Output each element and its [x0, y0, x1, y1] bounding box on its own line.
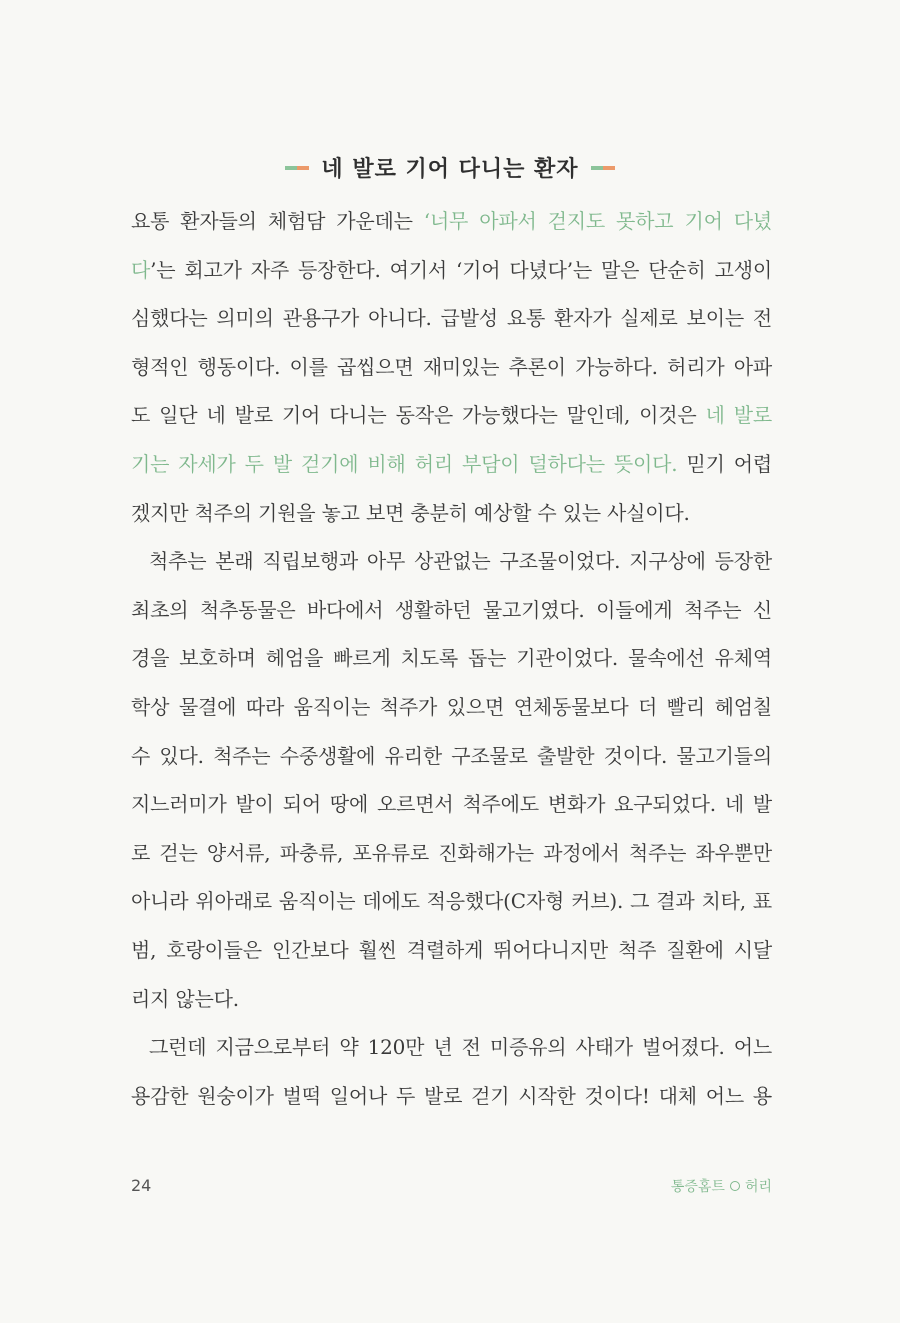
text-line: 척추는 본래 직립보행과 아무 상관없는 구조물이었다. 지구상에 등장한: [149, 549, 772, 574]
text-line: 최초의 척추동물은 바다에서 생활하던 물고기였다. 이들에게 척주는 신: [131, 597, 772, 622]
text-line: 도 일단 네 발로 기어 다니는 동작은 가능했다는 말인데, 이것은 네 발로: [131, 403, 772, 428]
text-line: 기는 자세가 두 발 걷기에 비해 허리 부담이 덜하다는 뜻이다. 믿기 어렵: [131, 451, 772, 476]
heading-right-ornament: [591, 166, 615, 170]
text-line: 리지 않는다.: [131, 986, 239, 1011]
text-line: 수 있다. 척주는 수중생활에 유리한 구조물로 출발한 것이다. 물고기들의: [131, 743, 772, 768]
book-series-label: 통증홈트: [670, 1179, 725, 1195]
text-line: 범, 호랑이들은 인간보다 훨씬 격렬하게 뛰어다니지만 척주 질환에 시달: [131, 937, 772, 962]
page-number: 24: [131, 1176, 152, 1195]
highlighted-text: 네 발로: [705, 403, 772, 428]
text-line: 그런데 지금으로부터 약 120만 년 전 미증유의 사태가 벌어졌다. 어느: [149, 1035, 772, 1060]
text-line: 학상 물결에 따라 움직이는 척주가 있으면 연체동물보다 더 빨리 헤엄칠: [131, 694, 772, 719]
text-line: 요통 환자들의 체험담 가운데는 ‘너무 아파서 걷지도 못하고 기어 다녔: [131, 209, 772, 233]
text-line: 형적인 행동이다. 이를 곱씹으면 재미있는 추론이 가능하다. 허리가 아파: [131, 354, 772, 379]
text-line: 경을 보호하며 헤엄을 빠르게 치도록 돕는 기관이었다. 물속에선 유체역: [131, 646, 772, 671]
text-line: 지느러미가 발이 되어 땅에 오르면서 척주에도 변화가 요구되었다. 네 발: [131, 792, 772, 817]
highlighted-text: 기는 자세가 두 발 걷기에 비해 허리 부담이 덜하다는 뜻이다.: [131, 451, 678, 476]
text-line: 용감한 원숭이가 벌떡 일어나 두 발로 걷기 시작한 것이다! 대체 어느 용: [131, 1083, 772, 1108]
circle-separator-icon: [730, 1181, 740, 1191]
book-topic-label: 허리: [744, 1179, 772, 1195]
text-line: 아니라 위아래로 움직이는 데에도 적응했다(C자형 커브). 그 결과 치타, 표: [131, 889, 772, 914]
body-text: [131, 197, 772, 1120]
section-title: 네 발로 기어 다니는 환자: [321, 157, 579, 182]
text-line: 다’는 회고가 자주 등장한다. 여기서 ‘기어 다녔다’는 말은 단순히 고생이: [131, 257, 772, 282]
running-footer: [671, 1176, 772, 1196]
heading-left-ornament: [285, 166, 309, 170]
text-line: 겠지만 척주의 기원을 놓고 보면 충분히 예상할 수 있는 사실이다.: [131, 500, 690, 525]
text-line: 로 걷는 양서류, 파충류, 포유류로 진화해가는 과정에서 척주는 좌우뿐만: [131, 840, 772, 865]
highlighted-text: ‘너무 아파서 걷지도 못하고 기어 다녔: [423, 209, 772, 233]
text-line: 심했다는 의미의 관용구가 아니다. 급발성 요통 환자가 실제로 보이는 전: [131, 306, 772, 331]
section-heading: [0, 152, 900, 183]
highlighted-text: 다: [131, 257, 151, 282]
